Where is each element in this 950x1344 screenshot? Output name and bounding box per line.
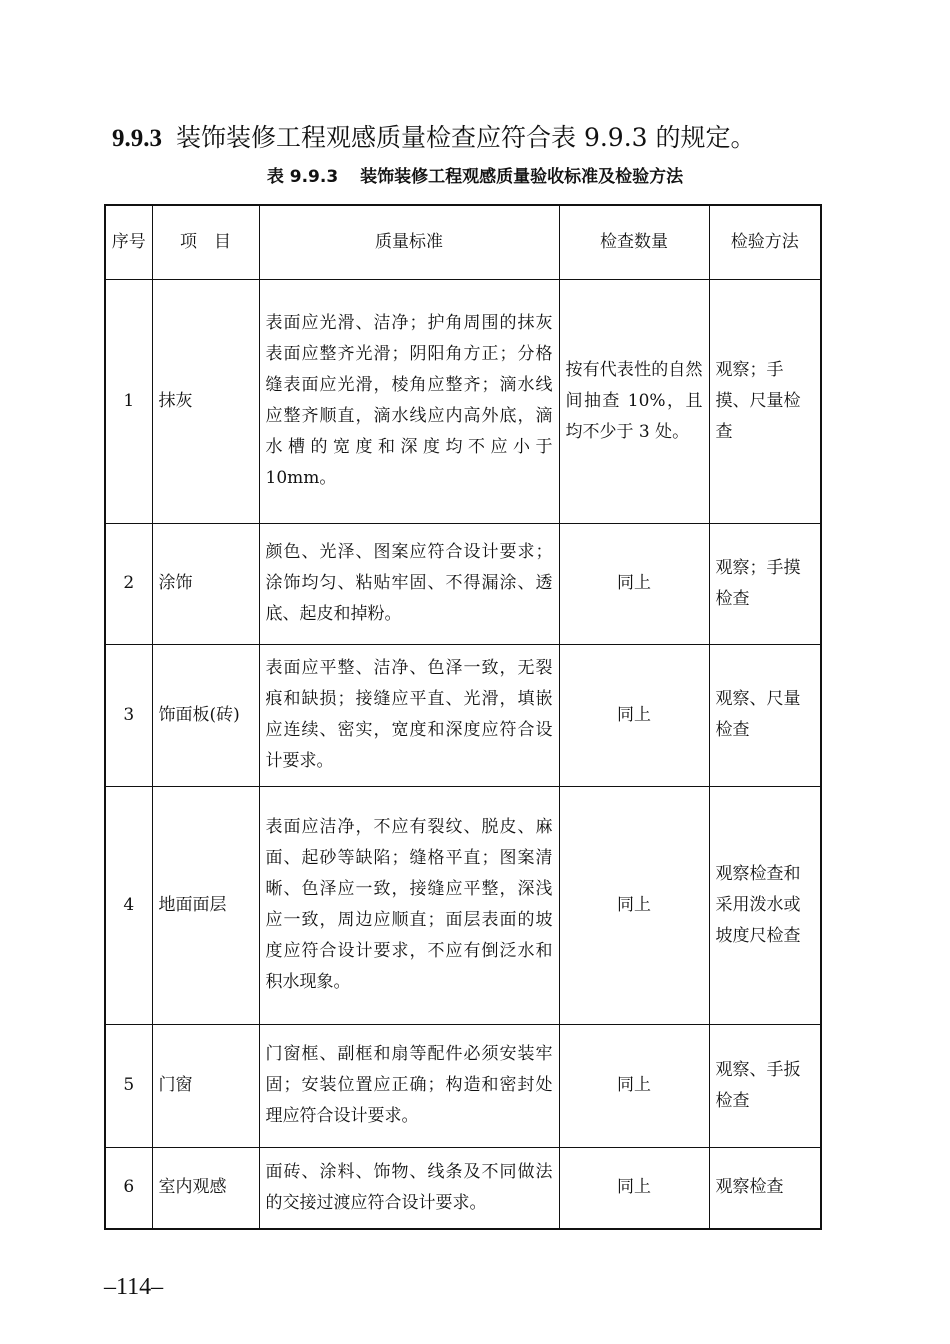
table-title xyxy=(0,162,950,192)
row-method: 观察、手扳检查 xyxy=(709,1024,821,1147)
page-number: –114– xyxy=(104,1274,164,1300)
table-row xyxy=(105,644,821,786)
row-standard: 表面应洁净，不应有裂纹、脱皮、麻面、起砂等缺陷；缝格平直；图案清晰、色泽应一致，接缝应平整，深浅应一致，周边应顺直；面层表面的坡度应符合设计要求，不应有倒泛水和积水现象。 xyxy=(259,786,559,1024)
row-quantity: 同上 xyxy=(559,523,709,644)
row-standard: 面砖、涂料、饰物、线条及不同做法的交接过渡应符合设计要求。 xyxy=(259,1147,559,1229)
row-number: 5 xyxy=(105,1024,152,1147)
clause-text: 装饰装修工程观感质量检查应符合表 9.9.3 的规定。 xyxy=(176,123,756,152)
header-quantity: 检查数量 xyxy=(559,205,709,279)
row-standard: 门窗框、副框和扇等配件必须安装牢固；安装位置应正确；构造和密封处理应符合设计要求。 xyxy=(259,1024,559,1147)
table-title-text: 装饰装修工程观感质量验收标准及检验方法 xyxy=(360,167,684,187)
row-number: 2 xyxy=(105,523,152,644)
row-method: 观察、尺量检查 xyxy=(709,644,821,786)
header-method: 检验方法 xyxy=(709,205,821,279)
table-row xyxy=(105,523,821,644)
row-quantity: 同上 xyxy=(559,644,709,786)
row-method: 观察；手摸检查 xyxy=(709,523,821,644)
header-item: 项 目 xyxy=(152,205,259,279)
row-item: 抹灰 xyxy=(152,279,259,523)
table-row xyxy=(105,1024,821,1147)
row-item: 饰面板(砖) xyxy=(152,644,259,786)
row-standard: 表面应平整、洁净、色泽一致，无裂痕和缺损；接缝应平直、光滑，填嵌应连续、密实，宽度和深度应符合设计要求。 xyxy=(259,644,559,786)
row-number: 3 xyxy=(105,644,152,786)
row-item: 涂饰 xyxy=(152,523,259,644)
row-quantity: 同上 xyxy=(559,1147,709,1229)
header-no: 序号 xyxy=(105,205,152,279)
row-method: 观察检查 xyxy=(709,1147,821,1229)
row-item: 室内观感 xyxy=(152,1147,259,1229)
row-number: 6 xyxy=(105,1147,152,1229)
table-row xyxy=(105,786,821,1024)
row-quantity: 按有代表性的自然间抽查 10%，且均不少于 3 处。 xyxy=(559,279,709,523)
row-number: 1 xyxy=(105,279,152,523)
table-number: 表 9.9.3 xyxy=(266,167,339,187)
row-quantity: 同上 xyxy=(559,1024,709,1147)
clause-heading xyxy=(112,118,756,159)
row-item: 地面面层 xyxy=(152,786,259,1024)
table-row xyxy=(105,1147,821,1229)
row-standard: 颜色、光泽、图案应符合设计要求；涂饰均匀、粘贴牢固、不得漏涂、透底、起皮和掉粉。 xyxy=(259,523,559,644)
row-item: 门窗 xyxy=(152,1024,259,1147)
row-standard: 表面应光滑、洁净；护角周围的抹灰表面应整齐光滑；阴阳角方正；分格缝表面应光滑，棱角应整齐；滴水线应整齐顺直，滴水线应内高外底，滴水槽的宽度和深度均不应小于10mm。 xyxy=(259,279,559,523)
table-row xyxy=(105,279,821,523)
header-standard: 质量标准 xyxy=(259,205,559,279)
row-number: 4 xyxy=(105,786,152,1024)
quality-standard-table xyxy=(104,204,822,1230)
table-header-row xyxy=(105,205,821,279)
row-method: 观察检查和采用泼水或坡度尺检查 xyxy=(709,786,821,1024)
row-quantity: 同上 xyxy=(559,786,709,1024)
clause-number: 9.9.3 xyxy=(112,125,162,152)
row-method: 观察；手摸、尺量检查 xyxy=(709,279,821,523)
